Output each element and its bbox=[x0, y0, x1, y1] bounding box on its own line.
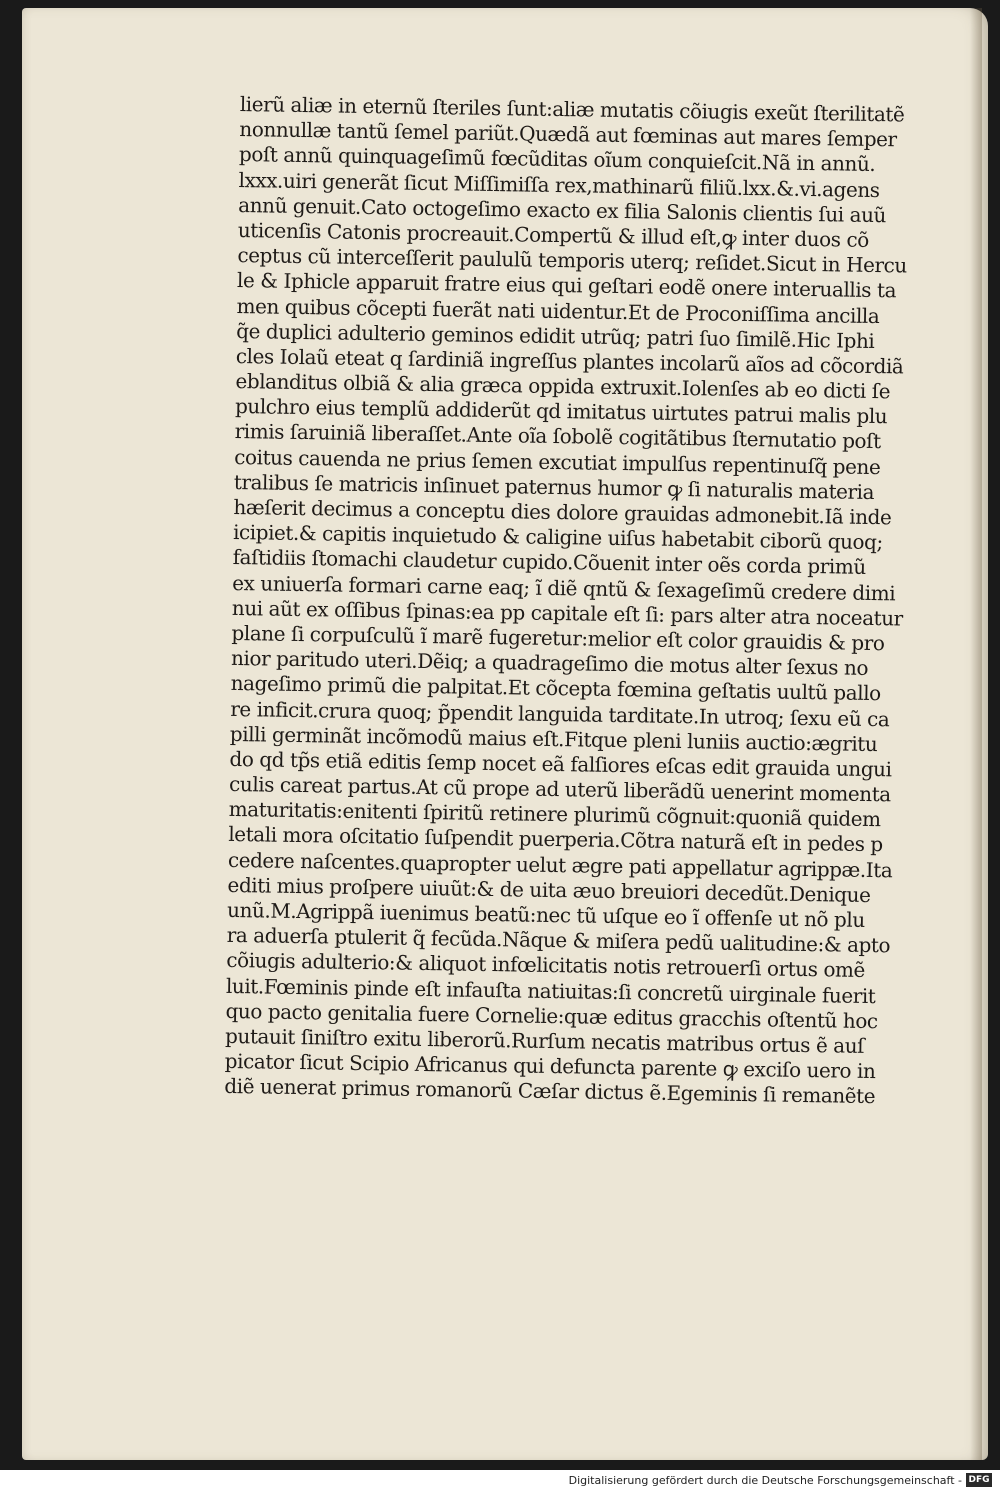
text-line: maturitatis:enitenti ſpiritũ retinere plurimũ cõgnuit:quoniã quidem bbox=[228, 797, 881, 832]
text-line: nageſimo primũ die palpitat.Et cõcepta fœmina geſtatis uultũ pallo bbox=[230, 671, 881, 706]
text-line: men quibus cõcepti fuerãt nati uidentur.Et de Proconiſſima ancilla bbox=[236, 293, 880, 328]
text-line: cõiugis adulterio:& aliquot infœlicitatis notis retrouerſi ortus omẽ bbox=[226, 948, 866, 983]
text-line: culis careat partus.At cũ prope ad uterũ liberãdũ uenerint momenta bbox=[228, 771, 891, 807]
text-line: putauit ſiniſtro exitu liberorũ.Rurſum necatis matribus ortus ẽ auſ bbox=[224, 1023, 865, 1058]
text-line: pulchro eius templũ addiderũt qd imitatus uirtutes patrui malis plu bbox=[234, 394, 888, 429]
text-line: editi mius proſpere uiuũt:& de uita æuo breuiori decedũt.Denique bbox=[227, 872, 871, 907]
text-line: plane ſi corpuſculũ ĩ marẽ fugeretur:melior eſt color grauidis & pro bbox=[231, 620, 885, 656]
footer-bar bbox=[0, 1470, 1000, 1491]
text-line: quo pacto genitalia fuere Cornelie:quæ editus gracchis oſtentũ hoc bbox=[225, 998, 878, 1033]
text-line: nui aũt ex oſſibus ſpinas:ea pp capitale eſt ſi: pars alter atra noceatur bbox=[231, 595, 903, 631]
text-line: uticenſis Catonis procreauit.Compertũ & illud eſt,ꝙ inter duos cõ bbox=[237, 217, 869, 252]
text-line: ceptus cũ interceſſerit paululũ temporis uterq; reſidet.Sicut in Hercu bbox=[237, 243, 907, 278]
text-line: tralibus ſe matricis inſinuet paternus humor ꝙ ſi naturalis materia bbox=[233, 469, 875, 504]
book-page bbox=[22, 8, 988, 1460]
latin-text-block bbox=[224, 92, 982, 1111]
text-line: eblanditus olbiã & alia græca oppida extruxit.Iolenſes ab eo dicti ſe bbox=[235, 369, 891, 404]
text-line: re inficit.crura quoq; p̃pendit languida tarditate.In utroq; ſexu eũ ca bbox=[230, 696, 890, 731]
text-line: unũ.M.Agrippã iuenimus beatũ:nec tũ uſque eo ĩ offenſe ut nõ plu bbox=[226, 897, 865, 932]
dfg-logo: DFG bbox=[966, 1473, 992, 1487]
text-line: ex uniuerſa formari carne eaq; ĩ diẽ qntũ & ſexageſimũ credere dimi bbox=[232, 570, 896, 605]
text-line: luit.Fœminis pinde eſt infauſta natiuitas:ſi concretũ uirginale fuerit bbox=[225, 973, 876, 1008]
text-line: diẽ uenerat primus romanorũ Cæſar dictus ẽ.Egeminis ſi remanẽte bbox=[224, 1074, 876, 1109]
text-line: icipiet.& capitis inquietudo & caligine uiſus habetabit ciborũ quoq; bbox=[232, 520, 883, 555]
text-line: faſtidiis ſtomachi claudetur cupido.Cõuenit inter oẽs corda primũ bbox=[232, 545, 866, 580]
text-line: nonnullæ tantũ ſemel pariũt.Quædã aut fœminas aut mares ſemper bbox=[239, 117, 897, 152]
text-line: hæſerit decimus a conceptu dies dolore grauidas admonebit.Iã inde bbox=[233, 494, 892, 530]
funding-credit: Digitalisierung gefördert durch die Deutsche Forschungsgemeinschaft - bbox=[568, 1474, 962, 1487]
text-line: le & Iphicle apparuit fratre eius qui geſtari eodẽ onere interuallis ta bbox=[236, 268, 897, 303]
text-line: letali mora oſcitatio ſuſpendit puerperia.Cõtra naturã eſt in pedes p bbox=[228, 822, 883, 857]
text-line: lxxx.uiri generãt ſicut Miſſimiſſa rex,mathinarũ filiũ.lxx.&.vi.agens bbox=[238, 167, 880, 202]
text-line: poſt annũ quinquageſimũ fœcũditas oĩum conquieſcit.Nã in annũ. bbox=[238, 142, 876, 177]
text-line: cedere naſcentes.quapropter uelut ægre pati appellatur agrippæ.Ita bbox=[227, 847, 893, 882]
text-line: pilli germinãt incõmodũ maius eſt.Fitque pleni luniis auctio:ægritu bbox=[229, 721, 878, 756]
text-line: nior paritudo uteri.Dẽiq; a quadrageſimo die motus alter ſexus no bbox=[230, 646, 869, 681]
text-line: ra aduerſa ptulerit q̃ fecũda.Nãque & miſera pedũ ualitudine:& apto bbox=[226, 923, 891, 958]
text-line: coitus cauenda ne prius ſemen excutiat impulſus repentinuſq̃ pene bbox=[234, 444, 881, 479]
text-line: cles Iolaũ eteat q ſardiniã ingreſſus plantes incolarũ aĩos ad cõcordiã bbox=[235, 343, 904, 379]
text-line: rimis ſaruiniã liberaſſet.Ante oĩa ſobolẽ cogitãtibus ſternutatio poſt bbox=[234, 419, 881, 454]
text-line: picator ſicut Scipio Africanus qui defuncta parente ꝙ exciſo uero in bbox=[224, 1049, 876, 1084]
text-line: lierũ aliæ in eternũ ſteriles ſunt:aliæ mutatis cõiugis exeũt ſterilitatẽ bbox=[239, 92, 905, 127]
text-line: annũ genuit.Cato octogeſimo exacto ex filia Salonis clientis ſui auũ bbox=[238, 192, 887, 227]
text-line: do qd tp̃s etiã editis ſemp nocet eã falſiores eſcas edit grauida ungui bbox=[229, 746, 892, 782]
text-line: q̃e duplici adulterio geminos edidit utrũq; patri ſuo ſimilẽ.Hic Iphi bbox=[236, 318, 875, 353]
